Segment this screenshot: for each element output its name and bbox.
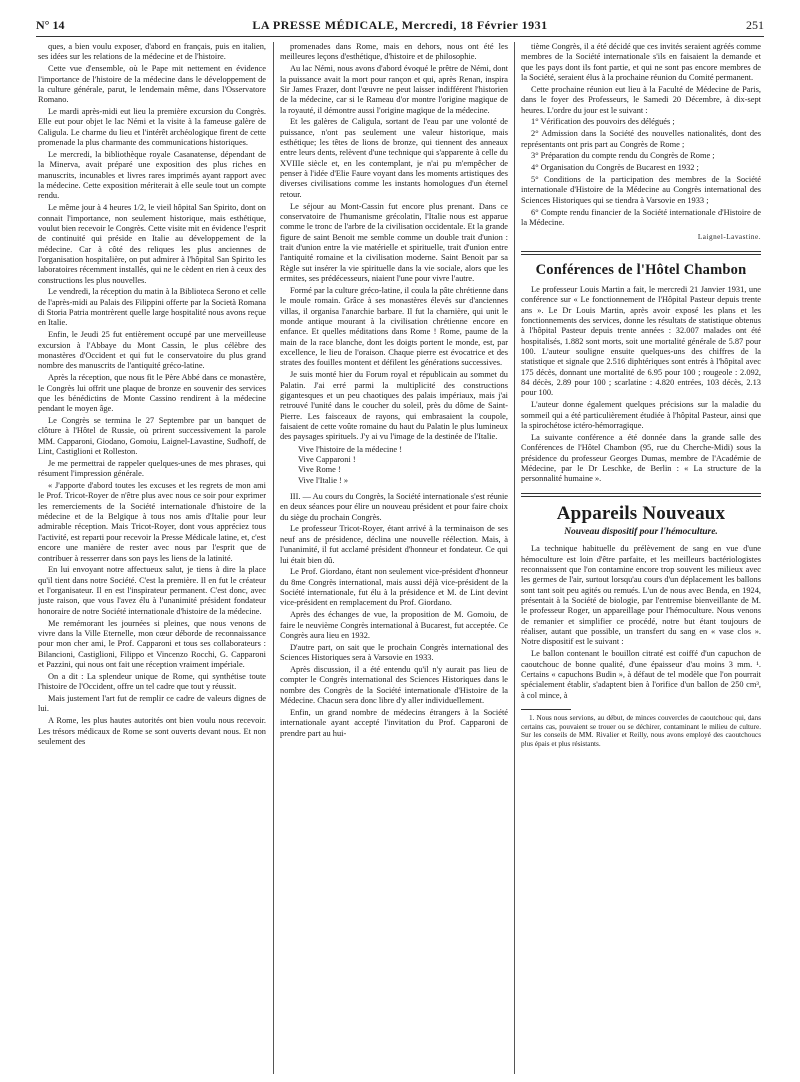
paragraph: La technique habituelle du prélèvement de sang en vue d'une hémoculture est loin d'être parfaite, et les meilleurs bactériologistes reconnaissent que l'on contamine encore trop souvent les milieux avec les germes de l'air, surtout lorsqu'au cours d'un déplacement les ballons sont tant soit peu agités ou remués. L'un de nous avec Benda, en 1924, présentait à la Société de biologie, par l'entremise bienveillante de M. le professeur Roger, un appareillage pour l'hémoculture. Nous venons de remanier et simplifier ce procédé, notre but étant toujours de réaliser, autant que possible, un transfert du sang en « vase clos ». Notre dispositif est le suivant : <box>521 544 761 647</box>
author-signature: Laignel-Lavastine. <box>697 233 761 242</box>
toast-line: Vive l'histoire de la médecine ! <box>298 444 403 454</box>
conferences-article <box>521 285 761 485</box>
paragraph: Au lac Némi, nous avons d'abord évoqué le prêtre de Némi, dont la puissance avait la mort pour rançon et qui, après Renan, inspira Sir James Frazer, dont l'œuvre ne peut laisser indifférent l'historien de la médecine, car si le Rameau d'or montre l'origine magique de la royauté, il démontre aussi l'origine magique de la médecine. <box>280 64 508 115</box>
paragraph: Après des échanges de vue, la proposition de M. Gomoiu, de faire le neuvième Congrès international à Bucarest, fut acceptée. Ce Congrès aura lieu en 1932. <box>280 610 508 640</box>
column-rule <box>514 42 515 1074</box>
paragraph: Le mardi après-midi eut lieu la première excursion du Congrès. Elle eut pour objet le lac Némi et la visite à la fameuse galère de Caligula. Le charme du lieu et l'intérêt archéologique firent de cette promenade la plus charmante des communications historiques. <box>38 107 266 148</box>
paragraph: ques, a bien voulu exposer, d'abord en français, puis en italien, ses idées sur les relations de la médecine et de l'histoire. <box>38 42 266 62</box>
paragraph: La suivante conférence a été donnée dans la grande salle des Conférences de l'Hôtel Chambon (95, rue du Cherche-Midi) sous la présidence du professeur Georges Dumas, membre de l'Académie de Médecine, par le Dr Leschke, de Berlin : « La structure de la personnalité humaine ». <box>521 432 761 484</box>
paragraph: Le Congrès se termina le 27 Septembre par un banquet de clôture à l'Hôtel de Russie, où prirent successivement la parole MM. Capparoni, Giodano, Gomoiu, Laignel-Lavastine, Sudhoff, de Lint, Castiglioni et Rolleston. <box>38 416 266 457</box>
footnote: 1. Nous nous servions, au début, de minces couvercles de caoutchouc qui, dans certains cas, pouvaient se trouer ou se déchirer, contaminant le milieu de culture. Sur les conseils de MM. Rivalier et Reilly, nous avons employé des caoutchoucs plus épais et plus résistants. <box>521 713 761 748</box>
column-2 <box>280 42 508 1072</box>
paragraph: Cette prochaine réunion eut lieu à la Faculté de Médecine de Paris, dans le foyer des Professeurs, le Samedi 20 Décembre, à dix-sept heures. L'ordre du jour est le suivant : <box>521 84 761 115</box>
paragraph: Me remémorant les journées si pleines, que nous venons de vivre dans la Ville Eternelle, mon cœur déborde de reconnaissance pour mon cher ami, le Prof. Capparoni et tous ses collaborateurs : Bilancioni, Castiglioni, Filippo et Vincenzo Rocchi, G. Capparoni et Pazzini, qui nous ont fait une réception vraiment impériale. <box>38 618 266 669</box>
footnote-rule <box>521 709 571 710</box>
paragraph: Mais justement l'art fut de remplir ce cadre de valeurs dignes de lui. <box>38 693 266 714</box>
paragraph: promenades dans Rome, mais en dehors, nous ont été les meilleures leçons d'esthétique, d'histoire et de philosophie. <box>280 42 508 62</box>
toast-line: Vive l'Italie ! » <box>298 475 349 485</box>
paragraph: Après discussion, il a été entendu qu'il n'y aurait pas lieu de compter le Congrès international des Sciences Historiques dans le nombre des Congrès de la Société internationale d'Histoire de la Médecine. Chacun sera donc libre d'y aller individuellement. <box>280 664 508 705</box>
column-3 <box>521 42 761 1072</box>
paragraph: En lui envoyant notre affectueux salut, je tiens à dire la place qu'il tient dans notre Société. C'est la première. Il en fut le créateur et l'organisateur. Il en est l'inspirateur permanent. C'est donc, avec juste raison, que vous l'avez élu à l'unanimité président fondateur honoraire de notre Société internationale d'histoire de la médecine. <box>38 565 266 616</box>
paragraph: Le professeur Tricot-Royer, étant arrivé à la terminaison de ses neuf ans de présidence, déclina une nouvelle réélection. Mais, à l'unanimité, il fut acclamé président d'honneur et fondateur. Ce qui lui était bien dû. <box>280 524 508 565</box>
paragraph: Et les galères de Caligula, sortant de l'eau par une volonté de puissance, n'ont pas seulement une valeur historique, mais esthétique; les têtes de lions de bronze, qui tiennent des anneaux entre leurs dents, relèvent d'une technique qui s'apparente à celle du XVIIIe siècle et, en les contemplant, je n'ai pu m'empêcher de penser à l'idée d'Elie Faure voyant dans les moments artistiques des diverses civilisations comme les instants homologues d'un éternel retour. <box>280 117 508 199</box>
section-divider <box>521 493 761 497</box>
subsection-title: Nouveau dispositif pour l'hémoculture. <box>564 526 718 537</box>
paragraph: Formé par la culture gréco-latine, il coula la pâte chrétienne dans le moule romain. Grâce à ses monastères élevés sur d'anciennes villas, il organisa l'anarchie barbare. Il fut la charnière, qui unit le monde antique mourant à la civilisation chrétienne encore en enfance. Et quelles méditations dans Rome ! Rome, paume de la main de la race blanche, dont les doigts portent le monde, est, par excellence, le lieu de l'oraison. Chaque pierre est évocatrice et des strates des fouilles montent et défilent les générations successives. <box>280 285 508 368</box>
toast-line: Vive Rome ! <box>298 465 341 475</box>
congress-report-part4 <box>521 42 761 228</box>
section-divider <box>521 251 761 255</box>
paragraph: Je me permettrai de rappeler quelques-unes de mes phrases, qui résument l'impression générale. <box>38 458 266 479</box>
paragraph: tième Congrès, il a été décidé que ces invités seraient agréés comme membres de la Société internationale s'ils en faisaient la demande et que les pays dont ils font partie, et qui ne sont pas encore membres de la Société, seraient élus à la prochaine réunion du Comité permanent. <box>521 42 761 83</box>
column-1 <box>38 42 266 1072</box>
paragraph: Le vendredi, la réception du matin à la Biblioteca Serono et celle de l'après-midi au Palais des Filippini offerte par la Società Romana di Storia Patria montrèrent quelle large hospitalité nous avons reçue en Italie. <box>38 287 266 328</box>
paragraph: L'auteur donne également quelques précisions sur la maladie du sommeil qui a été particulièrement étudiée à l'hôpital Pasteur, ainsi que la spirochétose ictéro-hémorragique. <box>521 400 761 430</box>
paragraph: III. — Au cours du Congrès, la Société internationale s'est réunie en deux séances pour élire un nouveau président et pour faire choix du siège du prochain Congrès. <box>280 491 508 522</box>
journal-title: LA PRESSE MÉDICALE, Mercredi, 18 Février 1931 <box>252 18 548 32</box>
congress-report-part2 <box>280 42 508 443</box>
paragraph: 3° Préparation du compte rendu du Congrès de Rome ; <box>531 151 715 161</box>
paragraph: Le séjour au Mont-Cassin fut encore plus prenant. Dans ce conservatoire de l'humanisme grécolatin, l'Italie nous est apparue comme le tronc de l'arbre de la civilisation occidentale. Et la grande figure de saint Benoit me semble comme un double trait d'union : trait d'union entre la vie matérielle et spirituelle, trait d'union entre l'antiquité romaine et la civilisation moderne. Saint Benoit par sa Règle sut insérer la vie spirituelle dans la vie sociale, alors que les ermites, ses prédécesseurs, niaient l'une pour vivre l'autre. <box>280 201 508 284</box>
paragraph: 6° Compte rendu financier de la Société internationale d'Histoire de la Médecine. <box>521 207 761 227</box>
section-title-appareils: Appareils Nouveaux <box>556 502 726 524</box>
paragraph: Le professeur Louis Martin a fait, le mercredi 21 Janvier 1931, une conférence sur « Le fonctionnement de l'Hôpital Pasteur depuis trente ans ». Le Dr Louis Martin, après avoir exposé les plans et les fonctionnements des services, donne les résultats de statistique obtenus à l'hôpital Pasteur depuis trente années : 32.007 malades ont été hospitalisés, 1.882 sont morts, soit une mortalité générale de 5.87 pour 100. L'auteur souligne ensuite quelques-uns des chiffres de la statistique et signale que 2.516 diphtériques sont entrés à l'hôpital avec 175 décès, donnant une mortalité de 6.95 pour 100 ; rougeole : 2.092, 84 décès, 2.89 pour 100 ; scarlatine : 4.820 entrées, 103 décès, 2.13 pour 100. <box>521 285 761 398</box>
toast-line: Vive Capparoni ! <box>298 454 356 464</box>
paragraph: Enfin, un grand nombre de médecins étrangers à la Société internationale ayant accepté l'invitation du Prof. Capparoni de prendre part au hui- <box>280 707 508 738</box>
paragraph: 1° Vérification des pouvoirs des délégués ; <box>531 117 675 127</box>
paragraph: Le ballon contenant le bouillon citraté est coiffé d'un capuchon de caoutchouc de bonne qualité, d'une épaisseur d'au moins 3 mm. ¹. Certains « capuchons Budin », à défaut de tel modèle que l'on pourrait spécialement établir, s'adaptent bien à l'orifice d'un ballon de 250 cm³, à col mince, à <box>521 649 761 700</box>
column-rule <box>273 42 274 1074</box>
paragraph: Le mercredi, la bibliothèque royale Casanatense, dépendant de la Minerva, avait préparé une exposition des plus riches en manuscrits, incunables et livres rares imprimés ayant rapport avec la médecine. Cette exposition mériterait à elle seule tout un compte rendu. <box>38 149 266 201</box>
paragraph: Je suis monté hier du Forum royal et républicain au sommet du Palatin. J'ai erré parmi la multiplicité des constructions gigantesques et un peu chaotiques des palais impériaux, mais j'ai retrouvé l'unité dans le coucher du soleil, près du dôme de Saint-Pierre. Les faisceaux de rayons, qui embrasaient la coupole, faisaient de cette voûte romaine du haut du Palatin le plus lumineux des paysages spirituels. J'y ai vu l'image de la destinée de l'Italie. <box>280 370 508 442</box>
paragraph: 5° Conditions de la participation des membres de la Société internationale d'Histoire de la Médecine au Congrès international des Sciences Historiques qui se tiendra à Varsovie en 1933 ; <box>521 175 761 205</box>
hemoculture-article <box>521 544 761 701</box>
section-title-conferences: Conférences de l'Hôtel Chambon <box>535 261 747 278</box>
paragraph: 4° Organisation du Congrès de Bucarest en 1932 ; <box>531 163 699 173</box>
toast-lines <box>298 445 508 486</box>
running-header <box>36 18 764 37</box>
issue-number: N° 14 <box>36 18 65 32</box>
paragraph: On a dit : La splendeur unique de Rome, qui synthétise toute l'histoire de l'Occident, offre un tel cadre que tout y réussit. <box>38 671 266 692</box>
paragraph: Après la réception, que nous fit le Père Abbé dans ce monastère, le Congrès lui offrit une plaque de bronze en souvenir des services que les bénédictins de Monte Cassino rendirent à la médecine pendant le moyen âge. <box>38 373 266 414</box>
paragraph: 2° Admission dans la Société des nouvelles nationalités, dont des représentants ont pris part au Congrès de Rome ; <box>521 129 761 149</box>
paragraph: D'autre part, on sait que le prochain Congrès international des Sciences Historiques sera à Varsovie en 1933. <box>280 642 508 663</box>
paragraph: « J'apporte d'abord toutes les excuses et les regrets de mon ami le Prof. Tricot-Royer de n'être plus avec nous ce soir pour exprimer les remerciements de la Société internationale d'histoire de la médecine et de la Belgique à tous nos amis d'Italie pour leur admirable réception. Mais Tricot-Royer, dont vous appréciez tous l'activité, est reparti pour recevoir la Presse Médicale latine, et, c'est encore une manière de rester avec nous par l'esprit que de contribuer à resserrer dans son pays les liens de la latinité. <box>38 481 266 563</box>
congress-report-part1 <box>38 42 266 747</box>
paragraph: Enfin, le Jeudi 25 fut entièrement occupé par une merveilleuse excursion à l'Abbaye du Mont Cassin, le plus célèbre des monastères d'Occident et qui fut le conservatoire du plus grand nombre des manuscrits de l'antiquité gréco-latine. <box>38 330 266 371</box>
paragraph: Cette vue d'ensemble, où le Pape mit nettement en évidence l'importance de l'histoire de la médecine dans le développement de la culture générale, parut, le lendemain même, dans l'Osservatore Romano. <box>38 64 266 105</box>
page-number: 251 <box>746 18 764 32</box>
paragraph: A Rome, les plus hautes autorités ont bien voulu nous recevoir. Les trésors médicaux de Rome se sont ouverts devant nous. Et non seulement des <box>38 716 266 746</box>
paragraph: Le même jour à 4 heures 1/2, le vieil hôpital San Spirito, dont on connait l'importance, non seulement historique, mais esthétique, voulut bien recevoir le Congrès. Cette visite mit en évidence l'esprit de continuité qui préside en Italie au développement de la médecine. Car à côté des reliques les plus anciennes de l'organisation hospitalière, on put admirer à l'hôpital San Spirito les laboratoires récemment installés, qui ne le cèdent en rien à ceux des constructions les plus nouvelles. <box>38 203 266 285</box>
congress-report-part3 <box>280 492 508 739</box>
paragraph: Le Prof. Giordano, étant non seulement vice-président d'honneur du 8me Congrès international, mais aussi déjà vice-président de la Société internationale, fut élu à la présidence et M. de Lint devint vice-président en remplacement du Prof. Giordano. <box>280 567 508 608</box>
